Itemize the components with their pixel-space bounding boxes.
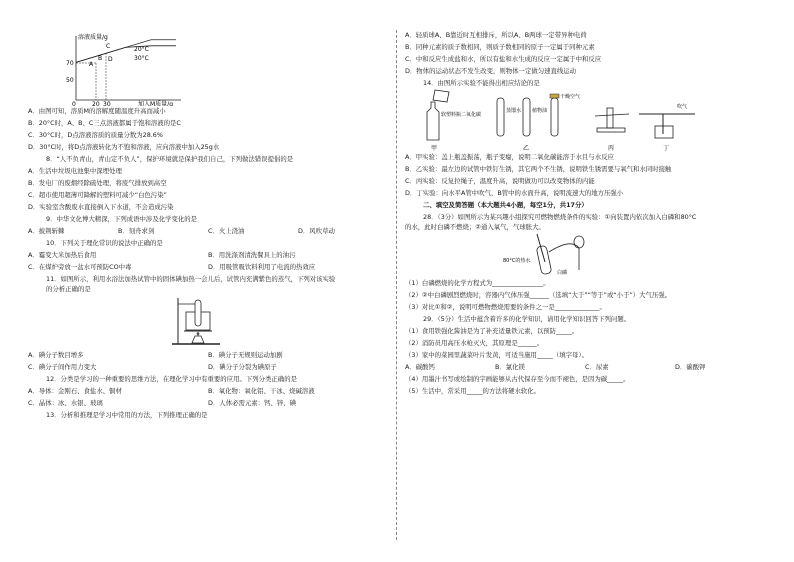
- q10-options-cd: [28, 262, 388, 272]
- q9-stem: 9．中华文化博大精深，下列成语中涉及化学变化的是: [46, 215, 198, 223]
- q29-option-b: B．氯化镁: [495, 363, 525, 371]
- support: [597, 128, 625, 132]
- q29-options: [405, 362, 765, 372]
- q11-options-cd: [28, 362, 388, 372]
- temp-20c: 20°C: [134, 46, 149, 53]
- q8-option-a: A．生活中垃圾电池集中深埋处理: [28, 167, 122, 175]
- water-cup: [655, 126, 673, 138]
- q28-part-3: （3）对比①和②，说明可燃物燃烧需要的条件之一是______________。: [405, 303, 606, 311]
- point-b: B: [98, 55, 103, 62]
- point-a: A: [89, 61, 94, 68]
- q10-options-ab: [28, 250, 388, 260]
- water-label: 蒸馏水: [506, 108, 522, 114]
- q12-options-cd: [28, 398, 388, 408]
- solubility-graph: [56, 30, 388, 106]
- q13-option-c: C．中和反应生成盐和水，所以有盐和水生成的反应一定属于中和反应: [405, 55, 602, 63]
- q9-option-b: B．刻舟求剑: [118, 227, 155, 235]
- soft-bottle: [427, 102, 439, 140]
- q7-option-d: D．30°C时，将D点溶液转化为不饱和溶液，应向溶液中加入25g水: [28, 143, 220, 151]
- q14-option-b: B．乙实验：最左边的试管中铁钉生锈，其它两个不生锈，说明铁生锈需要与氧气和水同时接触: [405, 165, 672, 173]
- q12-option-c: C．晶体：冰、水银、玻璃: [28, 399, 103, 407]
- q13-option-b: B．同种元素的质子数相同，则质子数相同的原子一定属于同种元素: [405, 43, 595, 51]
- q11-option-a: A．碘分子数目增多: [28, 351, 84, 359]
- q11-stem: 11．如图所示，利用水浴法加热试管中的固体碘加热一会儿后，试管内充满紫色的蒸气，下列对该实验: [46, 275, 336, 283]
- q8-option-b: B．发电厂的废烟经除硫处理，将废气排放到高空: [28, 179, 167, 187]
- q14-option-a: A．甲实验：盖上瓶盖振荡，瓶子变瘪，说明二氧化碳能溶于水且与水反应: [405, 153, 614, 161]
- q10-option-c: C．在煤炉旁放一盆水可预防CO中毒: [28, 263, 132, 271]
- graph-ylabel: 溶液质量/g: [78, 34, 108, 41]
- dryair-label: 干燥空气: [560, 94, 581, 100]
- q10-option-a: A．霉变大米加热后食用: [28, 251, 97, 259]
- q29-part-4: （4）用墨汁书写或绘制的字画能够从古代保存至今而不褪色，是因为碳_____。: [405, 375, 630, 383]
- q12-option-b: B．氧化物：氧化铝、干冰、烧碱溶液: [208, 387, 315, 395]
- q29-option-d: D．碳酸钾: [675, 363, 706, 371]
- point-c: C: [106, 43, 111, 50]
- q11-option-d: D．碘分子分裂为碘原子: [208, 363, 277, 371]
- q29-part-2: （2）消防员用高压水枪灭火，其原理是______。: [405, 339, 544, 347]
- pour-beaker: [433, 90, 449, 102]
- q8-option-c: C．超市使用超薄可降解的塑料可减少“白色污染”: [28, 191, 167, 199]
- y-tick-50: 50: [66, 77, 74, 84]
- metal-tube: [607, 108, 613, 128]
- q29-part-3: （3）家中的菜园里蔬菜叶片发黄，可适当施用_____（填字母）。: [405, 351, 588, 359]
- tube-3-stopper: [550, 94, 559, 98]
- curve-30c: [76, 46, 176, 63]
- q9-options: [28, 226, 388, 236]
- left-column: [28, 30, 388, 420]
- rope: [595, 114, 629, 116]
- tube-3: [551, 98, 558, 136]
- phosphorus-apparatus-svg: [501, 232, 641, 278]
- right-column: [405, 30, 765, 396]
- phosphorus-label: 白磷: [557, 270, 568, 276]
- label-bing: 丙: [608, 145, 615, 152]
- figure-jia: [427, 90, 481, 152]
- bottle-label: 软塑料瓶二氧化碳: [441, 112, 482, 118]
- hot-water-label: 80°C的热水: [503, 258, 531, 264]
- q7-option-a: A．由图可知，溶质M的溶解度随温度升高而减小: [28, 107, 166, 115]
- test-tube: [195, 300, 201, 326]
- graph-xlabel: 加入M质量/g: [138, 101, 174, 106]
- figure-yi: [497, 93, 580, 152]
- q28-stem: 28．（3分）如图所示为某兴趣小组探究可燃物燃烧条件的实验：①向装置内依次加入白磷和80°C: [423, 213, 697, 221]
- tube-1: [497, 98, 504, 136]
- q10-stem: 10．下列关于理化常识的说法中正确的是: [46, 239, 163, 247]
- q12-stem: 12．分类是学习的一种重要的思维方法，在理化学习中有重要的应用。下列分类正确的是: [46, 375, 297, 383]
- blow-label: 吹气: [677, 104, 688, 110]
- q28-stem-cont: 的水，此时白磷不燃烧；②通入氧气，气球胀大。: [405, 223, 545, 231]
- experiment-figures: [405, 88, 765, 152]
- q13-stem: 13．分析和推理是学习中常用的方法，下列推理正确的是: [46, 411, 208, 419]
- burner: [192, 336, 204, 343]
- column-divider: [396, 30, 397, 540]
- q13-option-a: A．轻质球A、B靠近时互相排斥，所以A、B两球一定带异种电荷: [405, 31, 587, 39]
- q8-stem: 8．“人不负青山，青山定不负人”，保护环境就是保护我们自己，下列做法错误提倡的是: [46, 155, 294, 163]
- q29-option-a: A．碳酸钙: [405, 363, 435, 371]
- phosphorus-apparatus: [501, 232, 765, 278]
- q7-option-b: B．20°C时，A、B、C三点溶液都属于饱和溶液的是C: [28, 119, 181, 127]
- figure-bing: [595, 108, 629, 152]
- label-ding: 丁: [663, 145, 670, 152]
- iodine-apparatus-svg: [170, 294, 230, 350]
- label-jia: 甲: [431, 145, 438, 152]
- q9-option-c: C．火上浇油: [208, 227, 245, 235]
- q28-part-1: （1）白磷燃烧的化学方程式为________________。: [405, 279, 550, 287]
- q29-part-1: （1）食用铁强化酱油是为了补充适量铁元素，以预防_____。: [405, 327, 579, 335]
- y-tick-70: 70: [66, 60, 74, 67]
- q10-option-d: D．用吸管吸饮料利用了电流的热效应: [208, 263, 316, 271]
- x-tick-20: 20: [92, 101, 100, 106]
- experiment-figures-svg: [405, 88, 765, 152]
- solubility-graph-svg: [56, 30, 256, 106]
- q29-option-c: C．尿素: [585, 363, 609, 371]
- label-yi: 乙: [523, 145, 530, 152]
- q28-part-2: （2）②中白磷剧烈燃烧时，容器内气体压强______（选填“大于”“等于”或“小于”）大气压强。: [405, 291, 672, 299]
- oil-label: 植物油: [532, 108, 548, 114]
- q11-option-c: C．碘分子间作用力变大: [28, 363, 97, 371]
- balloon: [574, 236, 584, 248]
- x-tick-30: 30: [103, 101, 111, 106]
- curve-20c: [76, 40, 176, 63]
- q9-option-d: D．风吹草动: [298, 227, 335, 235]
- iodine-apparatus: [170, 294, 388, 350]
- figure-ding: [639, 103, 695, 152]
- flame: [197, 332, 200, 336]
- temp-30c: 30°C: [134, 55, 149, 62]
- q12-option-d: D．人体必需元素：钙、锌、碘: [208, 399, 296, 407]
- q14-option-d: D．丁实验：向水平A管中吹气，B管中的水面升高，说明流速大的地方压强小: [405, 189, 624, 197]
- x-tick-0: 0: [72, 101, 76, 106]
- q29-part-5: （5）生活中，常采用_____的方法将硬水软化。: [405, 387, 541, 395]
- q11-options-ab: [28, 350, 388, 360]
- tube-2: [523, 98, 530, 136]
- q10-option-b: B．用洗涤剂清洗餐具上的油污: [208, 251, 296, 259]
- q14-stem: 14．由图所示实验不能得出相应结论的是: [423, 79, 540, 87]
- q14-option-c: C．丙实验：反复拉绳子，温度升高，说明做功可以改变物体的内能: [405, 177, 595, 185]
- point-d: D: [108, 56, 113, 63]
- balloon-tube: [549, 244, 579, 270]
- q13-option-d: D．物体的运动状态不发生改变，则物体一定做匀速直线运动: [405, 67, 577, 75]
- q11-option-b: B．碘分子无规则运动加剧: [208, 351, 283, 359]
- q12-option-a: A．导体：金刚石、食盐水、铜材: [28, 387, 122, 395]
- q29-stem: 29．（5分）生活中蕴含着许多的化学知识，请用化学知识回答下列问题。: [423, 315, 631, 323]
- q7-option-c: C．30°C时，D点溶液溶质的质量分数为28.6%: [28, 131, 163, 139]
- q12-options-ab: [28, 386, 388, 396]
- q8-option-d: D．实验室含酸废水直接倒入下水道，不会造成污染: [28, 203, 174, 211]
- q9-option-a: A．披荆斩棘: [28, 227, 65, 235]
- q11-stem-cont: 的分析正确的是: [46, 285, 91, 293]
- section-2-header: 二、填空及简答题（本大题共4小题，每空1分，共17分）: [423, 201, 588, 209]
